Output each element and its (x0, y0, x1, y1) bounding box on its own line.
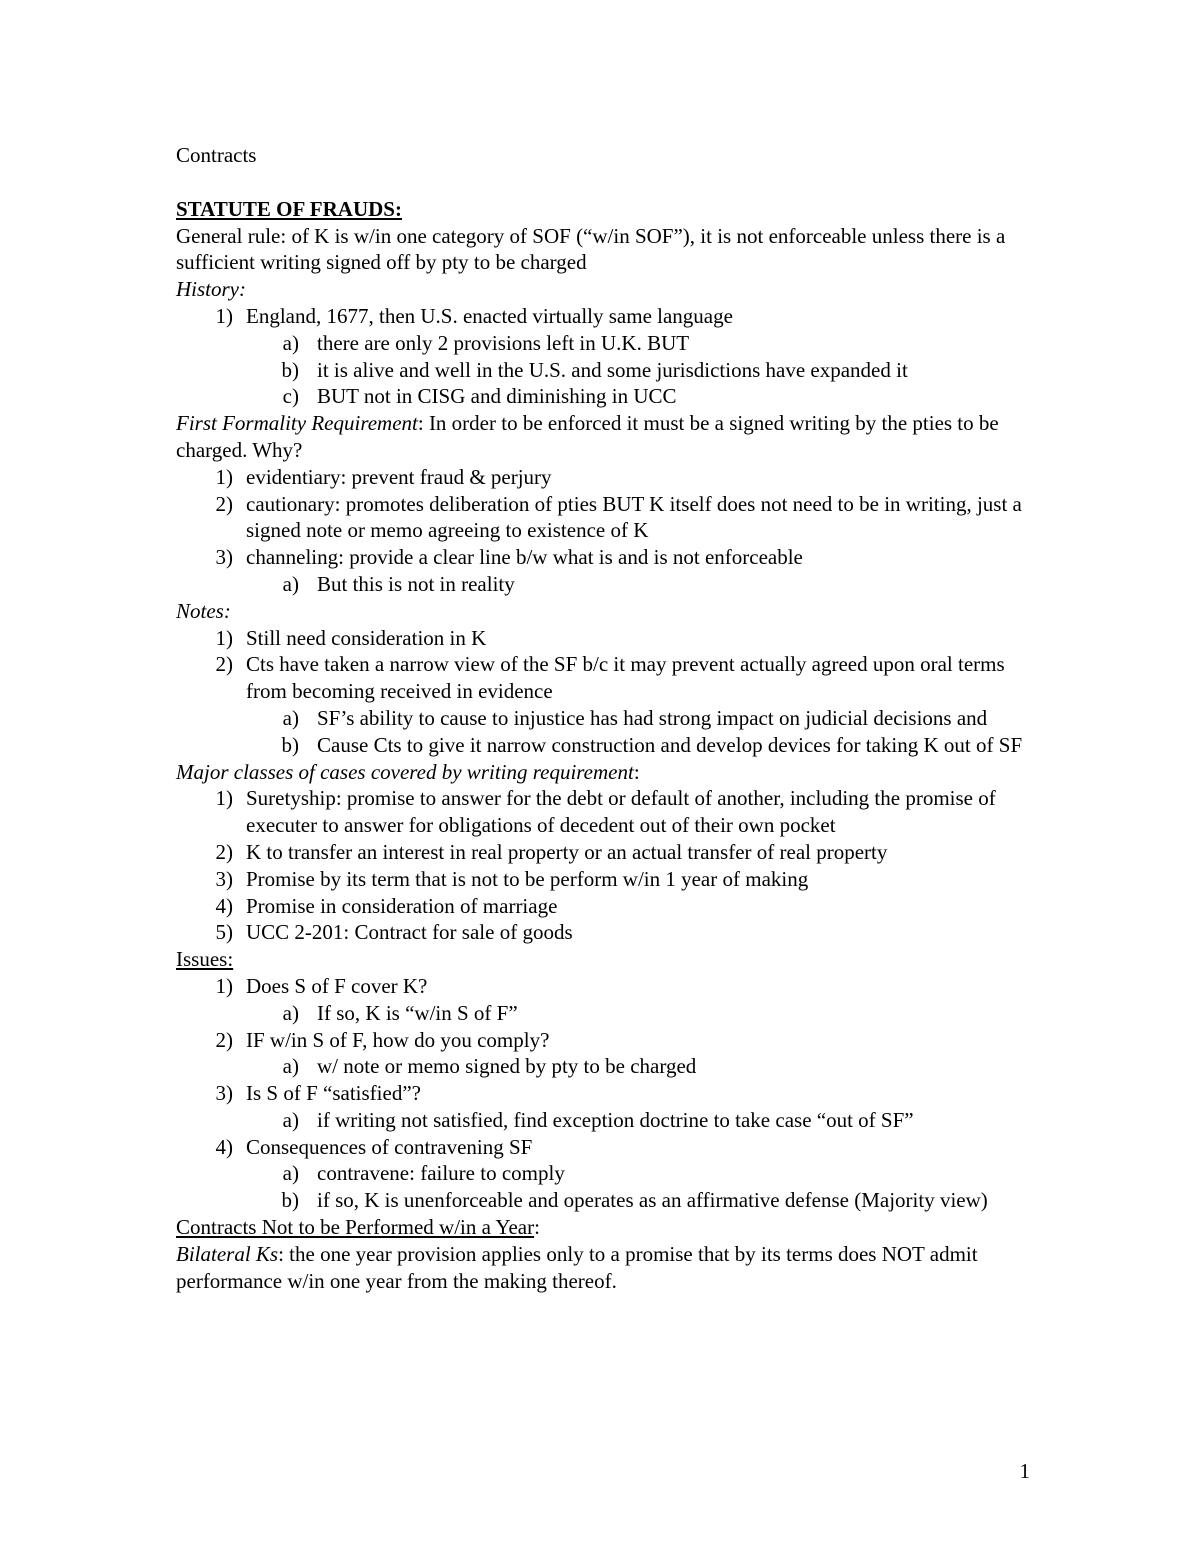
sub-list-item (176, 1107, 1036, 1134)
list-text: SF’s ability to cause to injustice has had strong impact on judicial decisions and (317, 705, 988, 730)
year-section-heading: Contracts Not to be Performed w/in a Year (176, 1215, 535, 1240)
list-letter: c) (282, 384, 299, 409)
list-letter: a) (282, 705, 299, 730)
list-item (176, 1080, 1036, 1107)
section-heading: STATUTE OF FRAUDS: (176, 196, 402, 221)
bilateral-paragraph (176, 1241, 1036, 1295)
list-text: BUT not in CISG and diminishing in UCC (317, 384, 677, 409)
sub-list-item (176, 705, 1036, 732)
list-number: 2) (215, 1027, 233, 1052)
list-item (176, 303, 1036, 330)
list-number: 3) (215, 1081, 233, 1106)
list-text: England, 1677, then U.S. enacted virtually same language (246, 303, 733, 328)
list-letter: a) (282, 330, 299, 355)
list-text: w/ note or memo signed by pty to be charged (317, 1054, 697, 1079)
list-text: Still need consideration in K (246, 625, 487, 650)
sub-list-item (176, 1160, 1036, 1187)
formality-heading: First Formality Requirement (176, 411, 418, 436)
notes-heading: Notes: (176, 598, 231, 623)
list-text: If so, K is “w/in S of F” (317, 1000, 518, 1025)
list-text: contravene: failure to comply (317, 1161, 565, 1186)
list-text: IF w/in S of F, how do you comply? (246, 1027, 550, 1052)
sub-list-item (176, 383, 1036, 410)
sub-list-item (176, 571, 1036, 598)
year-section-colon: : (534, 1215, 540, 1240)
list-number: 1) (215, 973, 233, 998)
general-rule-text: General rule: of K is w/in one category of SOF (“w/in SOF”), it is not enforceable unless there is a sufficient writing signed off by pty to be charged (176, 223, 1006, 275)
list-number: 2) (215, 491, 233, 516)
bilateral-label: Bilateral Ks (176, 1241, 279, 1266)
major-classes-colon: : (633, 759, 640, 784)
list-letter: a) (282, 1054, 299, 1079)
issues-heading: Issues: (176, 947, 234, 972)
list-item (176, 1134, 1036, 1161)
list-item (176, 464, 1036, 491)
list-letter: a) (282, 1107, 299, 1132)
page-number: 1 (1019, 1459, 1030, 1483)
list-text: But this is not in reality (317, 571, 515, 596)
list-number: 4) (215, 1134, 233, 1159)
list-letter: b) (281, 357, 299, 382)
history-heading: History: (176, 277, 246, 302)
sub-list-item (176, 732, 1036, 759)
list-text: there are only 2 provisions left in U.K. BUT (317, 330, 690, 355)
list-number: 1) (215, 303, 233, 328)
list-text: evidentiary: prevent fraud & perjury (246, 464, 552, 489)
list-text: Does S of F cover K? (246, 973, 428, 998)
list-text: Promise by its term that is not to be perform w/in 1 year of making (246, 866, 809, 891)
sub-list-item (176, 1000, 1036, 1027)
list-text: UCC 2-201: Contract for sale of goods (246, 920, 573, 945)
sub-list-item (176, 1053, 1036, 1080)
list-text: Suretyship: promise to answer for the debt or default of another, including the promise of executer to answer for obligations of decedent out of their own pocket (246, 786, 996, 838)
list-number: 2) (215, 839, 233, 864)
list-item (176, 491, 1036, 545)
list-item (176, 919, 1036, 946)
major-classes-heading: Major classes of cases covered by writing requirement (176, 759, 634, 784)
list-text: Is S of F “satisfied”? (246, 1081, 421, 1106)
list-item (176, 893, 1036, 920)
list-item (176, 866, 1036, 893)
list-item (176, 544, 1036, 571)
list-text: Consequences of contravening SF (246, 1134, 533, 1159)
list-letter: a) (282, 571, 299, 596)
list-number: 4) (215, 893, 233, 918)
list-number: 1) (215, 786, 233, 811)
sub-list-item (176, 330, 1036, 357)
bilateral-text: : the one year provision applies only to a promise that by its terms does NOT admit performance w/in one year from the making thereof. (176, 1241, 978, 1293)
list-item (176, 651, 1036, 705)
document-body (176, 142, 1036, 1294)
year-section-heading-line (176, 1214, 1036, 1241)
document-title: Contracts (176, 143, 257, 167)
formality-paragraph (176, 410, 1036, 464)
sub-list-item (176, 1187, 1036, 1214)
list-text: if so, K is unenforceable and operates as an affirmative defense (Majority view) (317, 1188, 988, 1213)
list-number: 2) (215, 652, 233, 677)
list-text: Promise in consideration of marriage (246, 893, 558, 918)
major-classes-heading-line (176, 759, 1036, 786)
list-number: 3) (215, 866, 233, 891)
sub-list-item (176, 357, 1036, 384)
list-letter: b) (281, 732, 299, 757)
list-text: if writing not satisfied, find exception doctrine to take case “out of SF” (317, 1107, 914, 1132)
list-letter: b) (281, 1188, 299, 1213)
list-number: 3) (215, 545, 233, 570)
list-item (176, 839, 1036, 866)
list-number: 1) (215, 464, 233, 489)
list-letter: a) (282, 1161, 299, 1186)
formality-body: : In order to be enforced it must be a signed writing by the pties to be charged. Why? (176, 411, 999, 462)
list-text: cautionary: promotes deliberation of pties BUT K itself does not need to be in writing, just a signed note or memo agreeing to existence of K (246, 491, 1022, 543)
list-text: Cause Cts to give it narrow construction and develop devices for taking K out of SF (317, 732, 1023, 757)
list-text: Cts have taken a narrow view of the SF b/c it may prevent actually agreed upon oral terms from becoming received in evidence (246, 652, 1005, 704)
list-number: 1) (215, 625, 233, 650)
list-text: it is alive and well in the U.S. and some jurisdictions have expanded it (317, 357, 908, 382)
list-text: channeling: provide a clear line b/w what is and is not enforceable (246, 545, 803, 570)
list-item (176, 785, 1036, 839)
list-item (176, 625, 1036, 652)
list-text: K to transfer an interest in real property or an actual transfer of real property (246, 839, 888, 864)
list-number: 5) (215, 920, 233, 945)
list-item (176, 973, 1036, 1000)
list-letter: a) (282, 1000, 299, 1025)
list-item (176, 1027, 1036, 1054)
